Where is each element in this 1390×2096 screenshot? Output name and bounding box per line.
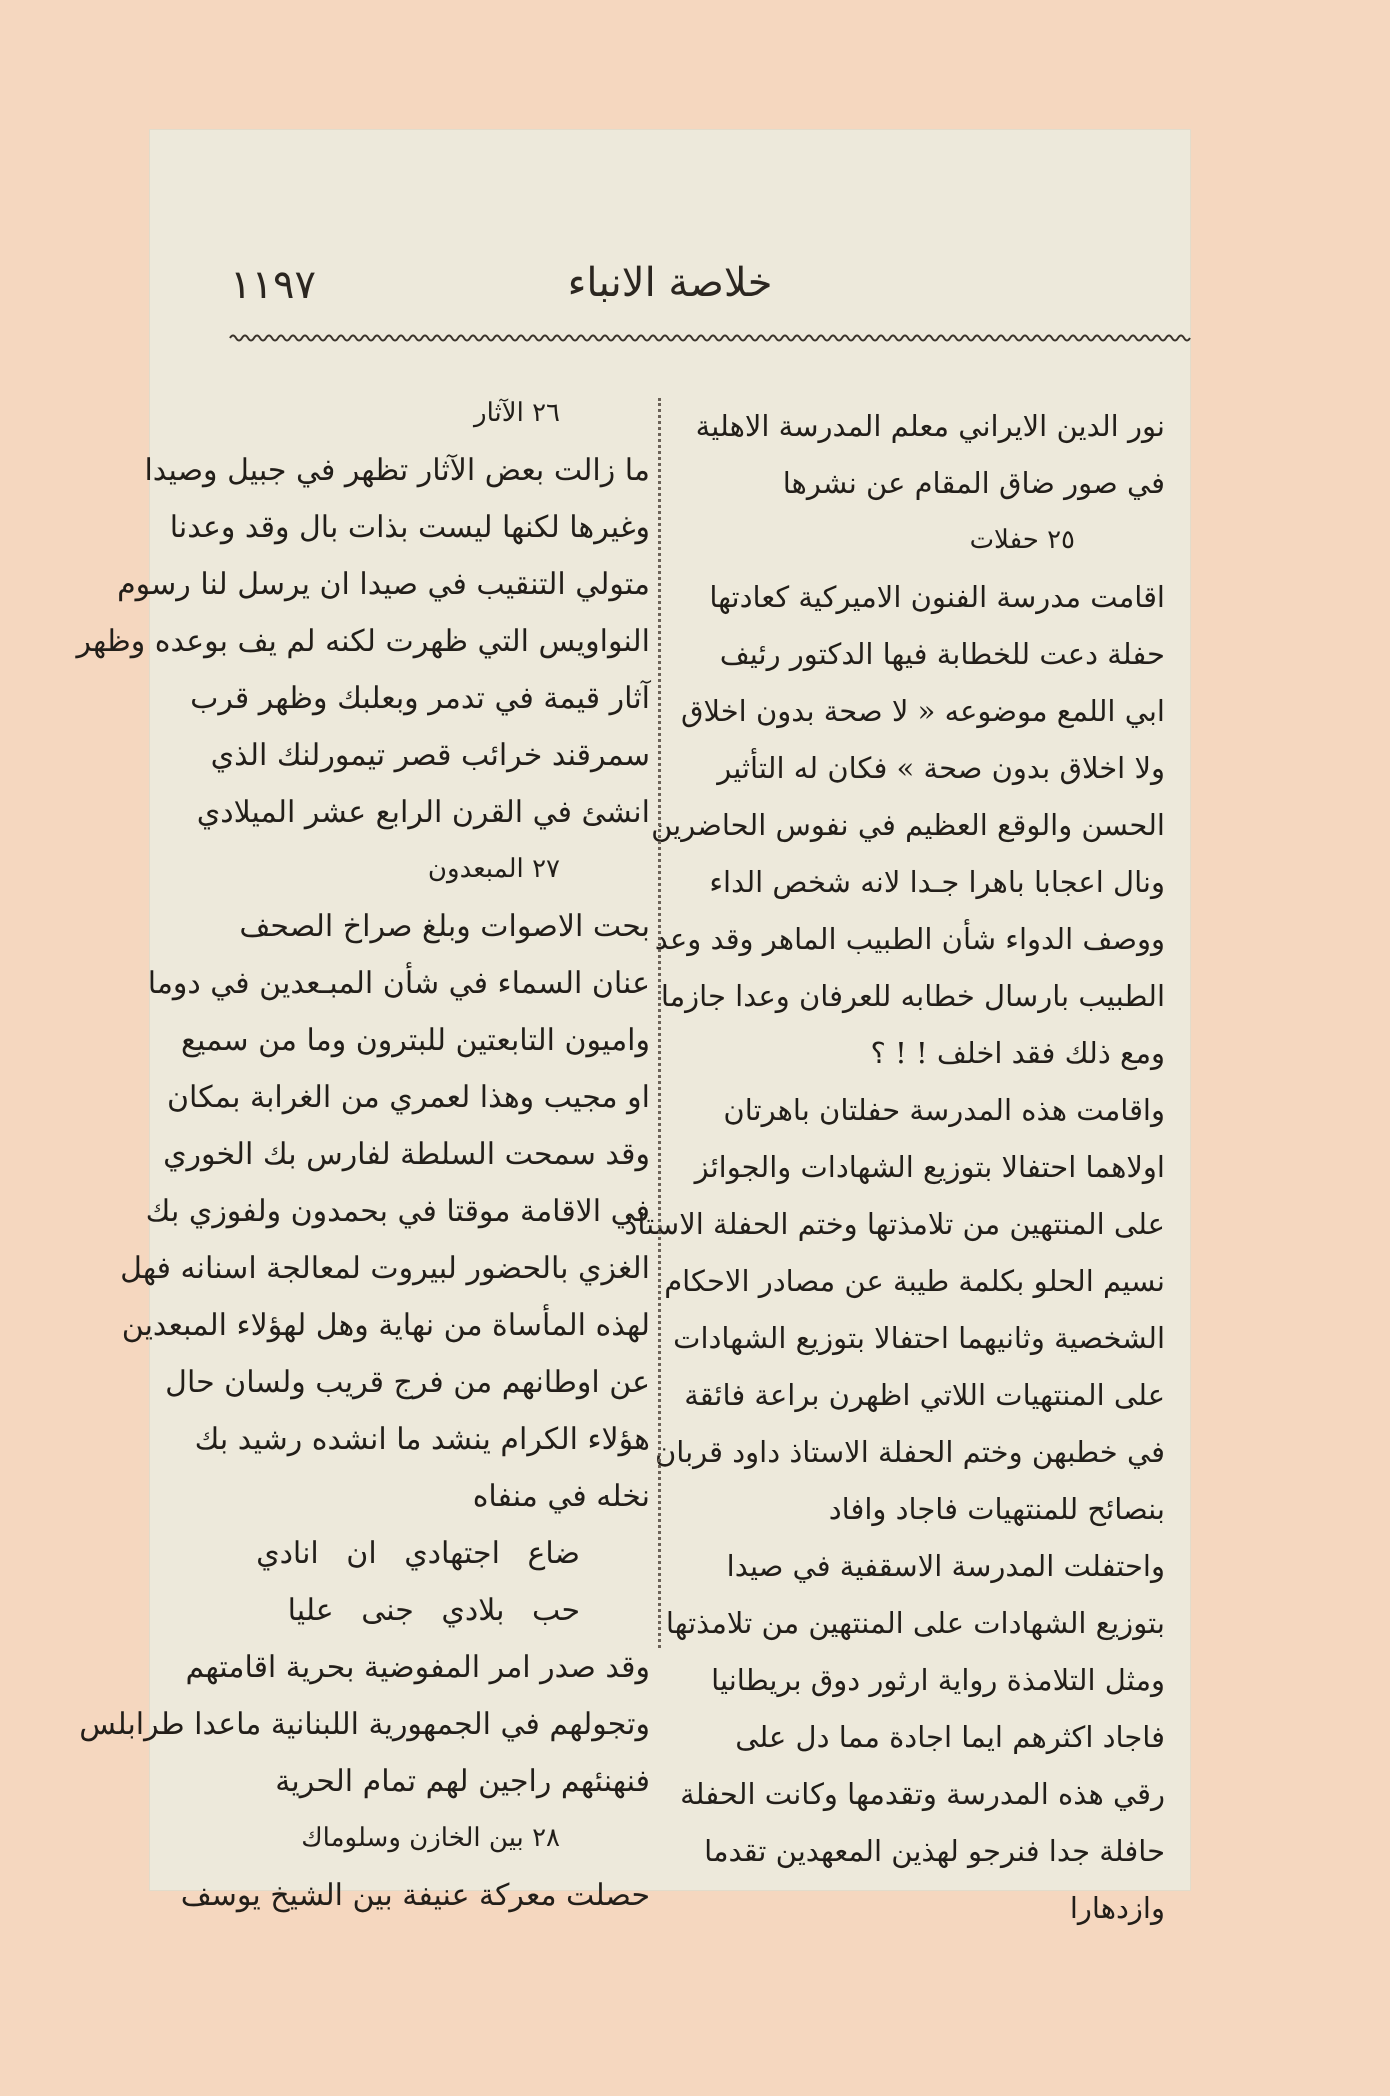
text-line: الطبيب بارسال خطابه للعرفان وعدا جازما (660, 979, 1165, 1013)
text-line: آثار قيمة في تدمر وبعلبك وظهر قرب (190, 681, 650, 716)
text-line: واحتفلت المدرسة الاسقفية في صيدا (726, 1549, 1165, 1583)
text-line: الغزي بالحضور لبيروت لمعالجة اسنانه فهل (120, 1251, 650, 1286)
text-line: بنصائح للمنتهيات فاجاد وافاد (828, 1492, 1165, 1526)
text-line: حافلة جدا فنرجو لهذين المعهدين تقدما (704, 1834, 1165, 1868)
text-line: او مجيب وهذا لعمري من الغرابة بمكان (167, 1080, 650, 1115)
left-column (76, 385, 650, 1924)
section-heading-exiles: ٢٧ المبعدون (427, 854, 560, 884)
text-line: ومثل التلامذة رواية ارثور دوق بريطانيا (711, 1663, 1165, 1697)
page-number: ١١٩٧ (230, 262, 316, 308)
text-line: لهذه المأساة من نهاية وهل لهؤلاء المبعدين (121, 1308, 650, 1343)
text-line: النواويس التي ظهرت لكنه لم يف بوعده وظهر (76, 624, 650, 659)
running-title: خلاصة الانباء (567, 260, 773, 306)
column-divider (658, 398, 661, 1648)
text-line: متولي التنقيب في صيدا ان يرسل لنا رسوم (117, 567, 650, 602)
right-column (624, 398, 1165, 1937)
text-line: ابي اللمع موضوعه « لا صحة بدون اخلاق (680, 694, 1165, 728)
text-line: انشئ في القرن الرابع عشر الميلادي (196, 795, 650, 830)
poem-verse: ضاع اجتهادي ان انادي (256, 1536, 580, 1571)
text-line: في خطبهن وختم الحفلة الاستاذ داود قربان (654, 1435, 1165, 1469)
page-header (230, 260, 1110, 330)
text-line: ونال اعجابا باهرا جـدا لانه شخص الداء (709, 865, 1165, 899)
text-line: ومع ذلك فقد اخلف ! ! ؟ (870, 1036, 1165, 1070)
text-line: وقد صدر امر المفوضية بحرية اقامتهم (185, 1650, 650, 1685)
text-line: فنهنئهم راجين لهم تمام الحرية (275, 1764, 650, 1799)
text-line: وقد سمحت السلطة لفارس بك الخوري (163, 1137, 650, 1172)
section-heading-antiquities: ٢٦ الآثار (474, 398, 560, 428)
text-line: هؤلاء الكرام ينشد ما انشده رشيد بك (194, 1422, 650, 1457)
text-line: على المنتهيات اللاتي اظهرن براعة فائقة (684, 1378, 1165, 1412)
text-line: الحسن والوقع العظيم في نفوس الحاضرين (651, 808, 1165, 842)
text-line: واقامت هذه المدرسة حفلتان باهرتان (723, 1093, 1165, 1127)
text-line: على المنتهين من تلامذتها وختم الحفلة الاستاذ (624, 1207, 1165, 1241)
text-line: واميون التابعتين للبترون وما من سميع (181, 1023, 650, 1058)
text-line: ولا اخلاق بدون صحة » فكان له التأثير (717, 751, 1165, 785)
page-sheet (76, 130, 1190, 1925)
text-line: نور الدين الايراني معلم المدرسة الاهلية (695, 409, 1165, 443)
text-line: حصلت معركة عنيفة بين الشيخ يوسف (180, 1878, 650, 1913)
text-line: بتوزيع الشهادات على المنتهين من تلامذتها (665, 1606, 1165, 1640)
poem-verse: حب بلادي جنى عليا (287, 1593, 580, 1628)
text-line: عن اوطانهم من فرج قريب ولسان حال (165, 1365, 650, 1400)
text-line: اقامت مدرسة الفنون الاميركية كعادتها (709, 580, 1165, 614)
text-line: عنان السماء في شأن المبـعدين في دوما (147, 966, 650, 1001)
text-line: نسيم الحلو بكلمة طيبة عن مصادر الاحكام (664, 1264, 1165, 1298)
text-line: وغيرها لكنها ليست بذات بال وقد وعدنا (169, 510, 650, 545)
text-line: ما زالت بعض الآثار تظهر في جبيل وصيدا (144, 453, 650, 488)
text-line: وتجولهم في الجمهورية اللبنانية ماعدا طرابلس (79, 1707, 650, 1742)
text-line: اولاهما احتفالا بتوزيع الشهادات والجوائز (694, 1150, 1165, 1184)
text-line: ووصف الدواء شأن الطبيب الماهر وقد وعد (654, 922, 1165, 956)
text-line: نخله في منفاه (472, 1479, 650, 1514)
text-line: في صور ضاق المقام عن نشرها (782, 466, 1165, 500)
text-line: الشخصية وثانيهما احتفالا بتوزيع الشهادات (673, 1321, 1165, 1355)
text-line: بحت الاصوات وبلغ صراخ الصحف (239, 909, 650, 944)
text-line: في الاقامة موقتا في بحمدون ولفوزي بك (145, 1194, 650, 1229)
text-line: رقي هذه المدرسة وتقدمها وكانت الحفلة (680, 1777, 1165, 1811)
text-line: سمرقند خرائب قصر تيمورلنك الذي (210, 738, 650, 773)
section-heading-khazen-salomak: ٢٨ بين الخازن وسلوماك (301, 1823, 560, 1853)
text-line: فاجاد اكثرهم ايما اجادة مما دل على (735, 1720, 1165, 1754)
header-wavy-rule (230, 330, 1190, 346)
section-heading-celebrations: ٢٥ حفلات (969, 525, 1075, 555)
text-line: حفلة دعت للخطابة فيها الدكتور رئيف (719, 637, 1165, 671)
text-line: وازدهارا (1069, 1891, 1165, 1925)
